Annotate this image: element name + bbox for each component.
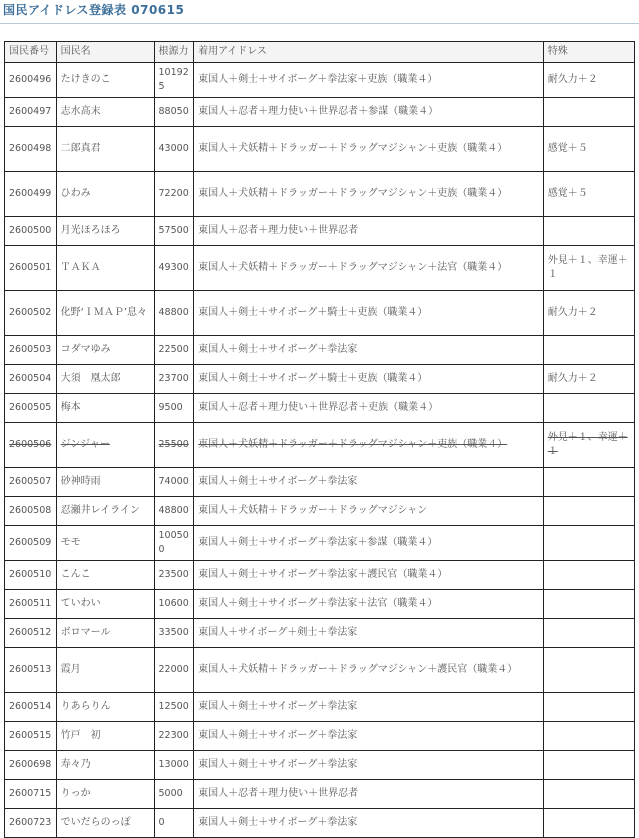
cell-power-text: 57500 — [158, 225, 189, 236]
cell-special-text: 耐久力＋２ — [547, 307, 598, 318]
cell-number-text: 2600502 — [9, 307, 52, 318]
cell-special-text: 外見＋１、幸運＋１ — [547, 432, 628, 457]
cell-power — [154, 291, 194, 336]
cell-number-text: 2600503 — [9, 344, 52, 355]
cell-name-text: ひわみ — [60, 188, 91, 199]
cell-name-text: 梅本 — [60, 402, 81, 413]
cell-idress — [194, 291, 544, 336]
header-number: 国民番号 — [5, 42, 57, 63]
cell-number-text: 2600513 — [9, 664, 52, 675]
cell-name — [56, 63, 154, 98]
cell-idress-text: 東国人＋犬妖精＋ドラッガー＋ドラッグマジシャン＋吏族（職業４） — [198, 439, 508, 450]
cell-power-text: 23700 — [158, 373, 189, 384]
cell-power — [154, 423, 194, 468]
cell-idress-text: 東国人＋犬妖精＋ドラッガー＋ドラッグマジシャン＋吏族（職業４） — [198, 143, 508, 154]
cell-name — [56, 291, 154, 336]
cell-power-text: 48800 — [158, 505, 189, 516]
cell-power — [154, 246, 194, 291]
cell-name-text: ジンジャー — [60, 439, 110, 450]
cell-number — [5, 423, 57, 468]
cell-power-text: 9500 — [158, 402, 183, 413]
table-row — [5, 468, 635, 497]
cell-idress-text: 東国人＋忍者＋理力使い＋世界忍者 — [198, 788, 359, 799]
cell-power-text: 25500 — [158, 439, 189, 450]
cell-name-text: 大須 凰太郎 — [60, 373, 121, 384]
cell-name-text: 寿々乃 — [60, 759, 91, 770]
cell-number — [5, 526, 57, 561]
cell-idress — [194, 693, 544, 722]
cell-power-text: 0 — [158, 817, 165, 828]
table-row — [5, 648, 635, 693]
table-row — [5, 336, 635, 365]
cell-name — [56, 98, 154, 127]
cell-number — [5, 468, 57, 497]
cell-number — [5, 336, 57, 365]
cell-number — [5, 619, 57, 648]
cell-idress — [194, 98, 544, 127]
cell-idress-text: 東国人＋剣士＋サイボーグ＋拳法家 — [198, 817, 358, 828]
cell-special — [543, 63, 634, 98]
cell-idress-text: 東国人＋サイボーグ＋剣士＋拳法家 — [198, 627, 358, 638]
cell-idress-text: 東国人＋剣士＋サイボーグ＋拳法家 — [198, 730, 358, 741]
cell-special — [543, 468, 634, 497]
table-row — [5, 394, 635, 423]
cell-power — [154, 98, 194, 127]
cell-name — [56, 809, 154, 838]
cell-idress — [194, 497, 544, 526]
table-row — [5, 751, 635, 780]
cell-special — [543, 561, 634, 590]
cell-number — [5, 722, 57, 751]
cell-number-text: 2600509 — [9, 537, 52, 548]
cell-special — [543, 217, 634, 246]
cell-idress-text: 東国人＋剣士＋サイボーグ＋騎士＋吏族（職業４） — [198, 373, 428, 384]
cell-power — [154, 526, 194, 561]
cell-power-text: 88050 — [158, 106, 189, 117]
cell-name-text: 志水高末 — [60, 106, 101, 117]
table-row — [5, 722, 635, 751]
cell-number-text: 2600715 — [9, 788, 52, 799]
table-row — [5, 809, 635, 838]
cell-idress — [194, 751, 544, 780]
cell-special-text: 耐久力＋２ — [547, 373, 598, 384]
cell-idress-text: 東国人＋犬妖精＋ドラッガー＋ドラッグマジシャン＋吏族（職業４） — [198, 188, 508, 199]
cell-idress — [194, 561, 544, 590]
cell-special-text: 感覚＋５ — [547, 188, 588, 199]
cell-name-text: こんこ — [60, 569, 91, 580]
cell-power-text: 22500 — [158, 344, 189, 355]
cell-number — [5, 751, 57, 780]
cell-name-text: りっか — [60, 788, 91, 799]
cell-name-text: りあらりん — [60, 701, 111, 712]
cell-name-text: たけきのこ — [60, 74, 111, 85]
cell-name — [56, 365, 154, 394]
cell-name — [56, 127, 154, 172]
cell-power — [154, 172, 194, 217]
cell-special-text: 感覚＋５ — [547, 143, 588, 154]
cell-power — [154, 63, 194, 98]
cell-power-text: 49300 — [158, 262, 189, 273]
cell-idress-text: 東国人＋剣士＋サイボーグ＋拳法家＋参謀（職業４） — [198, 537, 438, 548]
cell-power — [154, 127, 194, 172]
cell-number — [5, 394, 57, 423]
cell-power — [154, 648, 194, 693]
cell-number-text: 2600698 — [9, 759, 52, 770]
cell-power — [154, 394, 194, 423]
header-idress: 着用アイドレス — [194, 42, 544, 63]
cell-number — [5, 497, 57, 526]
cell-name-text: ボロマール — [60, 627, 111, 638]
title-bar — [0, 0, 639, 24]
cell-idress-text: 東国人＋剣士＋サイボーグ＋拳法家 — [198, 759, 358, 770]
cell-name — [56, 561, 154, 590]
cell-special — [543, 497, 634, 526]
cell-idress — [194, 780, 544, 809]
cell-idress-text: 東国人＋忍者＋理力使い＋世界忍者 — [198, 225, 359, 236]
cell-number-text: 2600500 — [9, 225, 52, 236]
table-row — [5, 780, 635, 809]
table-row — [5, 693, 635, 722]
cell-power-text: 22000 — [158, 664, 189, 675]
cell-name-text: 月光ほろほろ — [60, 225, 121, 236]
cell-name — [56, 468, 154, 497]
cell-power — [154, 693, 194, 722]
cell-number — [5, 809, 57, 838]
cell-special — [543, 98, 634, 127]
table-row — [5, 63, 635, 98]
table-row — [5, 172, 635, 217]
cell-name-text: 忍瀬井レイライン — [60, 505, 140, 516]
cell-name — [56, 693, 154, 722]
cell-special — [543, 809, 634, 838]
cell-name — [56, 423, 154, 468]
cell-special — [543, 246, 634, 291]
cell-number-text: 2600508 — [9, 505, 52, 516]
cell-name — [56, 722, 154, 751]
cell-special — [543, 291, 634, 336]
cell-number-text: 2600498 — [9, 143, 52, 154]
cell-idress — [194, 365, 544, 394]
cell-number-text: 2600496 — [9, 74, 52, 85]
cell-number — [5, 217, 57, 246]
header-name: 国民名 — [56, 42, 154, 63]
cell-special — [543, 127, 634, 172]
table-row — [5, 619, 635, 648]
cell-special — [543, 619, 634, 648]
table-row — [5, 590, 635, 619]
cell-idress — [194, 246, 544, 291]
cell-number-text: 2600501 — [9, 262, 52, 273]
cell-power-text: 72200 — [158, 188, 189, 199]
cell-power-text: 33500 — [158, 627, 189, 638]
cell-name — [56, 172, 154, 217]
table-row — [5, 497, 635, 526]
cell-number-text: 2600511 — [9, 598, 52, 609]
cell-special — [543, 172, 634, 217]
table-row — [5, 291, 635, 336]
cell-number-text: 2600514 — [9, 701, 52, 712]
cell-power-text: 23500 — [158, 569, 189, 580]
cell-idress — [194, 394, 544, 423]
cell-idress-text: 東国人＋剣士＋サイボーグ＋拳法家＋護民官（職業４） — [198, 569, 448, 580]
cell-name — [56, 526, 154, 561]
header-power: 根源力 — [154, 42, 194, 63]
cell-idress — [194, 590, 544, 619]
cell-special-text: 外見＋１、幸運＋１ — [547, 255, 628, 280]
cell-name — [56, 336, 154, 365]
table-body — [5, 63, 635, 838]
cell-name — [56, 497, 154, 526]
cell-number — [5, 561, 57, 590]
cell-special — [543, 693, 634, 722]
cell-power — [154, 722, 194, 751]
cell-name-text: 化野‘ＩＭＡＰ’息々 — [60, 307, 148, 318]
cell-idress — [194, 63, 544, 98]
cell-power — [154, 561, 194, 590]
cell-special — [543, 590, 634, 619]
cell-power-text: 101925 — [158, 67, 189, 92]
cell-number — [5, 291, 57, 336]
cell-power — [154, 751, 194, 780]
cell-idress — [194, 809, 544, 838]
cell-number — [5, 246, 57, 291]
cell-power — [154, 365, 194, 394]
cell-power-text: 43000 — [158, 143, 189, 154]
cell-idress — [194, 619, 544, 648]
cell-special — [543, 365, 634, 394]
cell-special — [543, 780, 634, 809]
cell-number-text: 2600510 — [9, 569, 52, 580]
cell-number-text: 2600504 — [9, 373, 52, 384]
cell-power-text: 5000 — [158, 788, 183, 799]
cell-power — [154, 468, 194, 497]
cell-power — [154, 780, 194, 809]
cell-idress — [194, 127, 544, 172]
cell-number — [5, 648, 57, 693]
cell-idress — [194, 722, 544, 751]
cell-number-text: 2600499 — [9, 188, 52, 199]
cell-name — [56, 217, 154, 246]
cell-name-text: モモ — [60, 537, 81, 548]
cell-idress-text: 東国人＋忍者＋理力使い＋世界忍者＋吏族（職業４） — [198, 402, 439, 413]
cell-special-text: 耐久力＋２ — [547, 74, 598, 85]
cell-idress-text: 東国人＋剣士＋サイボーグ＋拳法家 — [198, 344, 358, 355]
cell-idress-text: 東国人＋剣士＋サイボーグ＋拳法家 — [198, 476, 358, 487]
cell-idress-text: 東国人＋剣士＋サイボーグ＋拳法家＋法官（職業４） — [198, 598, 438, 609]
cell-idress-text: 東国人＋剣士＋サイボーグ＋騎士＋吏族（職業４） — [198, 307, 428, 318]
table-row — [5, 217, 635, 246]
header-special: 特殊 — [543, 42, 634, 63]
table-header-row — [5, 42, 635, 63]
registry-table — [4, 41, 635, 838]
cell-number-text: 2600515 — [9, 730, 52, 741]
cell-special — [543, 648, 634, 693]
table-row — [5, 246, 635, 291]
cell-power-text: 100500 — [158, 530, 189, 555]
cell-name-text: ＴＡＫＡ — [60, 262, 101, 273]
table-row — [5, 423, 635, 468]
cell-name — [56, 751, 154, 780]
cell-number-text: 2600497 — [9, 106, 52, 117]
cell-power — [154, 336, 194, 365]
cell-power-text: 22300 — [158, 730, 189, 741]
table-row — [5, 526, 635, 561]
cell-number — [5, 780, 57, 809]
table-row — [5, 561, 635, 590]
cell-power-text: 12500 — [158, 701, 189, 712]
cell-idress — [194, 217, 544, 246]
cell-number-text: 2600512 — [9, 627, 52, 638]
cell-number — [5, 63, 57, 98]
cell-special — [543, 423, 634, 468]
cell-number-text: 2600507 — [9, 476, 52, 487]
cell-number — [5, 127, 57, 172]
cell-number — [5, 172, 57, 217]
cell-power — [154, 809, 194, 838]
cell-special — [543, 394, 634, 423]
cell-name-text: コダマゆみ — [60, 344, 111, 355]
cell-number — [5, 693, 57, 722]
cell-idress-text: 東国人＋犬妖精＋ドラッガー＋ドラッグマジシャン＋護民官（職業４） — [198, 664, 518, 675]
cell-name-text: 霞月 — [60, 664, 81, 675]
cell-name-text: でいだらのっぽ — [60, 817, 131, 828]
cell-idress — [194, 526, 544, 561]
cell-idress-text: 東国人＋犬妖精＋ドラッガー＋ドラッグマジシャン＋法官（職業４） — [198, 262, 508, 273]
cell-number — [5, 590, 57, 619]
cell-power — [154, 590, 194, 619]
cell-name — [56, 619, 154, 648]
cell-name — [56, 394, 154, 423]
table-row — [5, 127, 635, 172]
table-row — [5, 365, 635, 394]
cell-power-text: 48800 — [158, 307, 189, 318]
cell-name-text: ていわい — [60, 598, 101, 609]
cell-idress — [194, 336, 544, 365]
cell-name — [56, 648, 154, 693]
page-title: 国民アイドレス登録表 070615 — [3, 3, 185, 17]
cell-special — [543, 336, 634, 365]
cell-name-text: 砂神時雨 — [60, 476, 101, 487]
cell-idress-text: 東国人＋剣士＋サイボーグ＋拳法家＋吏族（職業４） — [198, 74, 438, 85]
cell-power-text: 13000 — [158, 759, 189, 770]
cell-power — [154, 619, 194, 648]
cell-power-text: 10600 — [158, 598, 189, 609]
cell-idress-text: 東国人＋犬妖精＋ドラッガー＋ドラッグマジシャン — [198, 505, 428, 516]
cell-power — [154, 217, 194, 246]
cell-power — [154, 497, 194, 526]
cell-number-text: 2600505 — [9, 402, 52, 413]
cell-idress — [194, 648, 544, 693]
cell-idress-text: 東国人＋忍者＋理力使い＋世界忍者＋参謀（職業４） — [198, 106, 439, 117]
cell-number — [5, 98, 57, 127]
cell-name-text: 二郎真君 — [60, 143, 101, 154]
cell-special — [543, 751, 634, 780]
table-row — [5, 98, 635, 127]
cell-power-text: 74000 — [158, 476, 189, 487]
cell-idress — [194, 423, 544, 468]
cell-number-text: 2600506 — [9, 439, 52, 450]
registry-table-wrapper — [4, 41, 635, 838]
cell-idress-text: 東国人＋剣士＋サイボーグ＋拳法家 — [198, 701, 358, 712]
cell-number-text: 2600723 — [9, 817, 52, 828]
cell-name-text: 竹戸 初 — [60, 730, 101, 741]
cell-name — [56, 246, 154, 291]
cell-idress — [194, 468, 544, 497]
cell-idress — [194, 172, 544, 217]
cell-number — [5, 365, 57, 394]
cell-name — [56, 590, 154, 619]
cell-special — [543, 722, 634, 751]
cell-special — [543, 526, 634, 561]
cell-name — [56, 780, 154, 809]
